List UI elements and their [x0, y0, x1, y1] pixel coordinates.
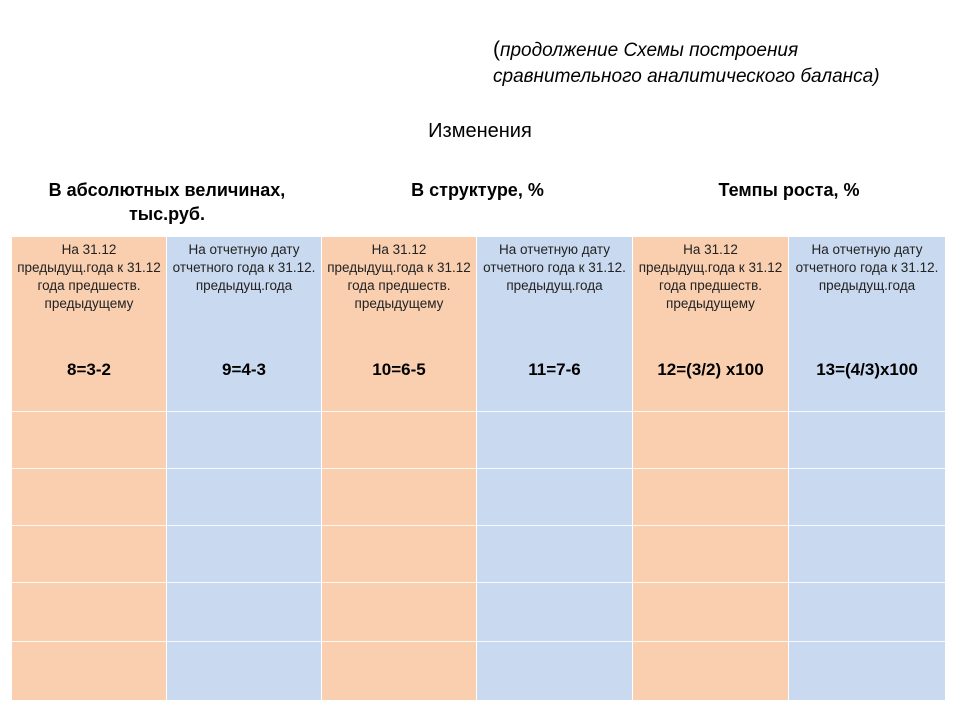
- changes-heading: Изменения: [428, 120, 532, 142]
- row-divider: [167, 525, 321, 526]
- row-divider: [477, 641, 632, 642]
- row-divider: [789, 641, 945, 642]
- group-structure: В структуре, %: [411, 180, 544, 200]
- row-divider: [167, 468, 321, 469]
- slide-subtitle: [493, 37, 943, 90]
- column-description: На отчетную дату отчетного года к 31.12. предыдущ.года: [795, 242, 939, 293]
- table-column-10: [322, 237, 477, 700]
- table-column-13: [789, 237, 945, 700]
- column-description: На отчетную дату отчетного года к 31.12. предыдущ.года: [483, 242, 626, 293]
- row-divider: [789, 411, 945, 412]
- group-growth: Темпы роста, %: [718, 180, 860, 200]
- row-divider: [12, 525, 166, 526]
- row-divider: [167, 641, 321, 642]
- row-divider: [789, 468, 945, 469]
- row-divider: [12, 468, 166, 469]
- column-description: На 31.12 предыдущ.года к 31.12 года предшеств. предыдущему: [638, 242, 783, 311]
- row-divider: [167, 411, 321, 412]
- row-divider: [12, 641, 166, 642]
- row-divider: [633, 411, 788, 412]
- column-description: На 31.12 предыдущ.года к 31.12 года предшеств. предыдущему: [327, 242, 471, 311]
- row-divider: [322, 525, 476, 526]
- row-divider: [322, 641, 476, 642]
- row-divider: [477, 582, 632, 583]
- column-description: На отчетную дату отчетного года к 31.12. предыдущ.года: [172, 242, 316, 293]
- row-divider: [12, 411, 166, 412]
- column-formula: 12=(3/2) х100: [657, 360, 764, 379]
- row-divider: [322, 468, 476, 469]
- column-description: На 31.12 предыдущ.года к 31.12 года предшеств. предыдущему: [17, 242, 161, 311]
- table-column-9: [167, 237, 322, 700]
- column-formula: 8=3-2: [67, 360, 111, 379]
- row-divider: [633, 641, 788, 642]
- changes-table: [12, 237, 945, 700]
- table-column-11: [477, 237, 633, 700]
- table-column-12: [633, 237, 789, 700]
- row-divider: [789, 582, 945, 583]
- row-divider: [322, 411, 476, 412]
- row-divider: [167, 582, 321, 583]
- row-divider: [633, 525, 788, 526]
- row-divider: [789, 525, 945, 526]
- column-formula: 13=(4/3)х100: [816, 360, 918, 379]
- subtitle-open-paren: (: [493, 38, 500, 61]
- row-divider: [477, 525, 632, 526]
- subtitle-text: продолжение Схемы построения сравнительного аналитического баланса): [493, 40, 880, 87]
- column-formula: 9=4-3: [222, 360, 266, 379]
- column-formula: 11=7-6: [528, 360, 581, 379]
- group-absolute: В абсолютных величинах, тыс.руб.: [48, 180, 286, 224]
- table-column-8: [12, 237, 167, 700]
- row-divider: [633, 468, 788, 469]
- column-groups: [12, 178, 945, 234]
- row-divider: [477, 468, 632, 469]
- column-formula: 10=6-5: [372, 360, 426, 379]
- row-divider: [322, 582, 476, 583]
- row-divider: [633, 582, 788, 583]
- row-divider: [477, 411, 632, 412]
- row-divider: [12, 582, 166, 583]
